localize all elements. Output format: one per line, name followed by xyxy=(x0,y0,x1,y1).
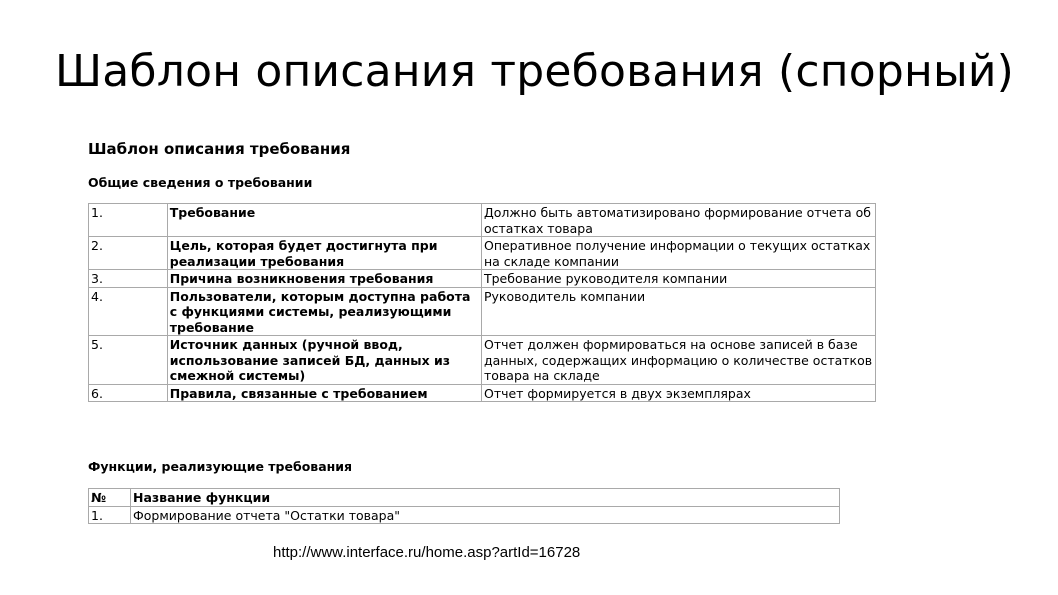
requirements-table xyxy=(88,203,876,402)
document-title: Шаблон описания требования xyxy=(88,140,351,158)
row-field: Правила, связанные с требованием xyxy=(167,384,481,402)
slide-title: Шаблон описания требования (спорный) xyxy=(55,46,1015,97)
column-header-number: № xyxy=(89,489,131,507)
row-number: 3. xyxy=(89,270,168,288)
section-functions-title: Функции, реализующие требования xyxy=(88,459,353,474)
row-value: Руководитель компании xyxy=(481,287,875,336)
column-header-function-name: Название функции xyxy=(131,489,840,507)
row-number: 5. xyxy=(89,336,168,385)
table-row xyxy=(89,287,876,336)
function-name: Формирование отчета "Остатки товара" xyxy=(131,506,840,524)
functions-table xyxy=(88,488,840,524)
table-row xyxy=(89,336,876,385)
row-value: Требование руководителя компании xyxy=(481,270,875,288)
row-value: Должно быть автоматизировано формирование отчета об остатках товара xyxy=(481,204,875,237)
row-number: 1. xyxy=(89,204,168,237)
row-number: 2. xyxy=(89,237,168,270)
table-row xyxy=(89,506,840,524)
row-value: Отчет формируется в двух экземплярах xyxy=(481,384,875,402)
table-row xyxy=(89,237,876,270)
table-row xyxy=(89,270,876,288)
table-header-row xyxy=(89,489,840,507)
section-general-info-title: Общие сведения о требовании xyxy=(88,175,313,190)
row-number: 1. xyxy=(89,506,131,524)
row-number: 6. xyxy=(89,384,168,402)
table-row xyxy=(89,204,876,237)
row-value: Оперативное получение информации о текущих остатках на складе компании xyxy=(481,237,875,270)
table-row xyxy=(89,384,876,402)
row-field: Пользователи, которым доступна работа с функциями системы, реализующими требование xyxy=(167,287,481,336)
row-field: Требование xyxy=(167,204,481,237)
row-field: Источник данных (ручной ввод, использование записей БД, данных из смежной системы) xyxy=(167,336,481,385)
row-number: 4. xyxy=(89,287,168,336)
row-field: Цель, которая будет достигнута при реализации требования xyxy=(167,237,481,270)
source-url: http://www.interface.ru/home.asp?artId=16728 xyxy=(273,544,581,561)
row-value: Отчет должен формироваться на основе записей в базе данных, содержащих информацию о количестве остатков товара на складе xyxy=(481,336,875,385)
row-field: Причина возникновения требования xyxy=(167,270,481,288)
